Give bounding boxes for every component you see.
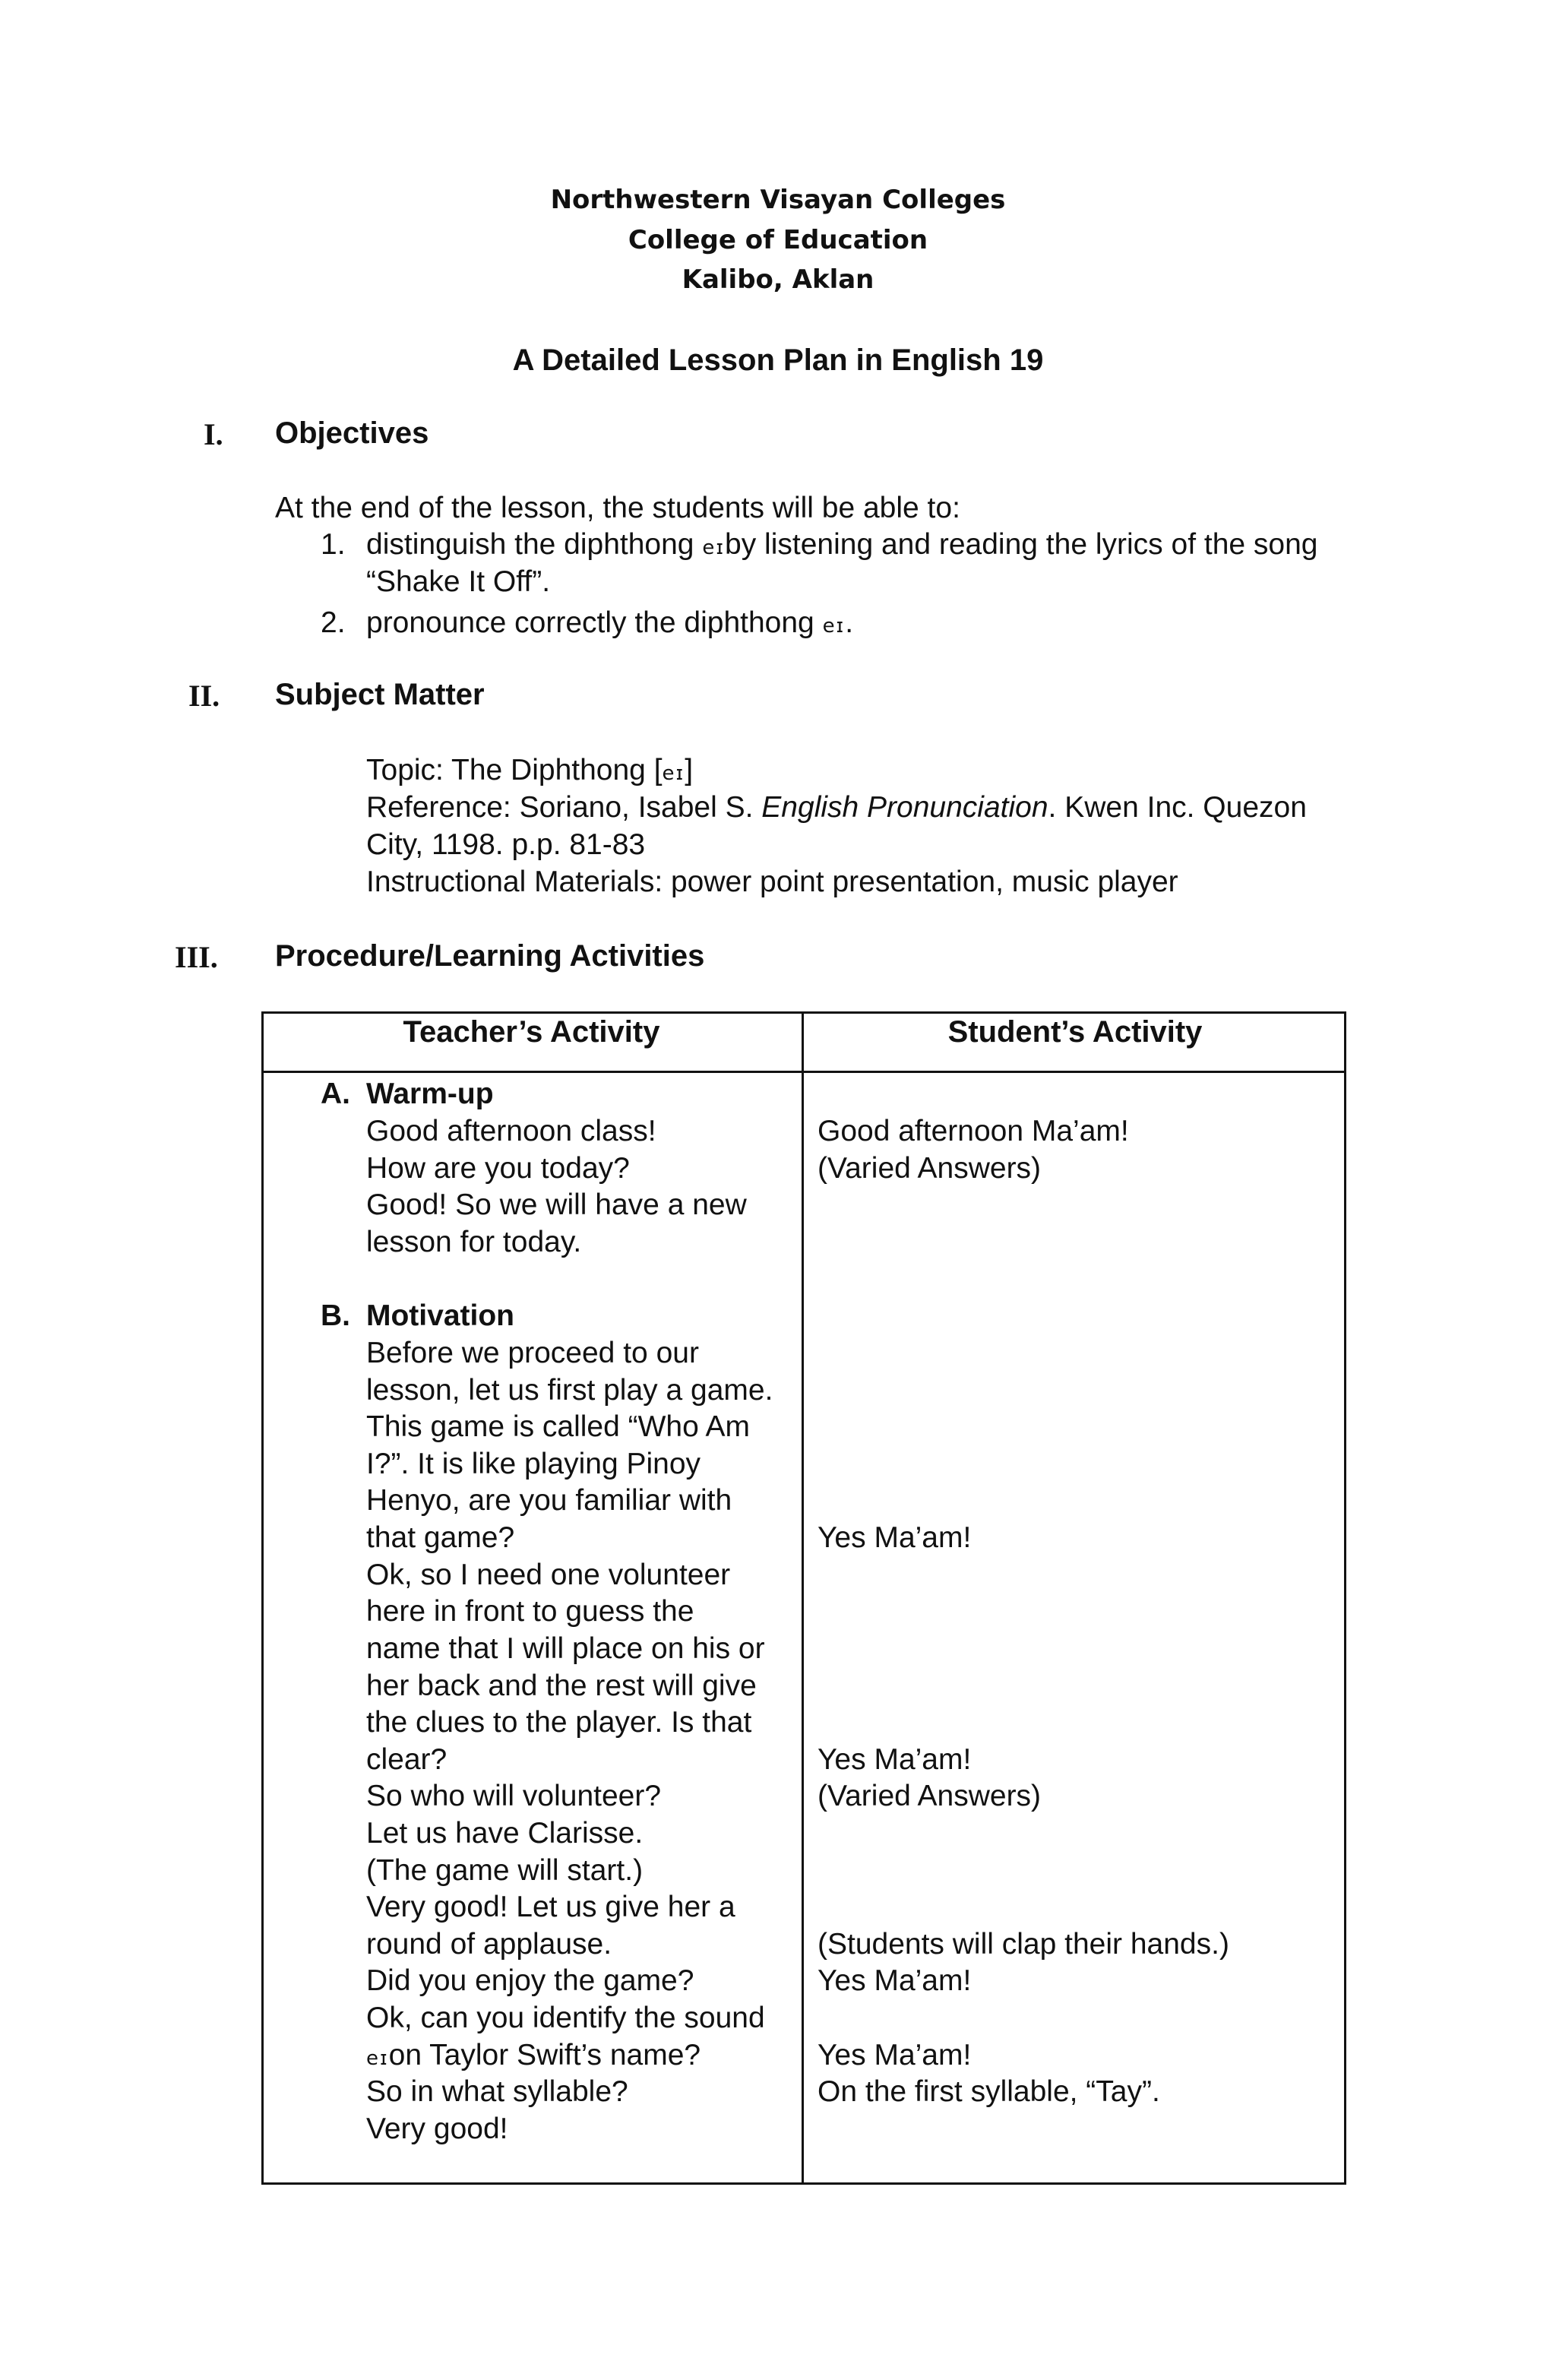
ipa-symbol: eɪ (662, 762, 685, 785)
teacher-line: name that I will place on his or (366, 1632, 765, 1665)
ipa-symbol: eɪ (366, 2047, 389, 2070)
objective-item-continuation: “Shake It Off”. (366, 565, 551, 598)
teacher-line: Ok, so I need one volunteer (366, 1559, 731, 1591)
section-heading-procedure: Procedure/Learning Activities (275, 939, 705, 973)
book-title: English Pronunciation (761, 791, 1048, 824)
table-header-divider (261, 1071, 1346, 1073)
teacher-line: round of applause. (366, 1928, 612, 1961)
teacher-line: Before we proceed to our (366, 1337, 699, 1369)
table-column-divider (802, 1011, 804, 2185)
teacher-line: Henyo, are you familiar with (366, 1484, 732, 1517)
teacher-line: How are you today? (366, 1152, 630, 1185)
teacher-line: eɪon Taylor Swift’s name? (366, 2039, 701, 2071)
objective-item: distinguish the diphthong eɪby listening and reading the lyrics of the song (366, 528, 1318, 561)
teacher-line: Very good! (366, 2113, 508, 2145)
student-line: On the first syllable, “Tay”. (818, 2075, 1160, 2108)
student-line: Good afternoon Ma’am! (818, 1115, 1129, 1147)
section-heading-objectives: Objectives (275, 416, 429, 450)
teacher-line: lesson, let us first play a game. (366, 1374, 773, 1407)
school-name: Northwestern Visayan Colleges (550, 185, 1006, 215)
subject-reference: Reference: Soriano, Isabel S. English Pronunciation. Kwen Inc. Quezon (366, 791, 1307, 824)
warmup-letter: A. (321, 1078, 350, 1110)
objective-number: 1. (321, 528, 346, 561)
teacher-line: Did you enjoy the game? (366, 1964, 694, 1997)
student-line: Yes Ma’am! (818, 2039, 972, 2071)
teacher-line: her back and the rest will give (366, 1669, 757, 1702)
objective-item: pronounce correctly the diphthong eɪ. (366, 606, 854, 639)
teacher-line: here in front to guess the (366, 1595, 694, 1628)
document-title: A Detailed Lesson Plan in English 19 (512, 343, 1044, 377)
subject-materials: Instructional Materials: power point presentation, music player (366, 866, 1178, 898)
teacher-line: clear? (366, 1743, 448, 1776)
teacher-line: (The game will start.) (366, 1854, 644, 1887)
section-numeral-objectives: I. (204, 417, 223, 451)
section-numeral-subject: II. (188, 679, 220, 713)
teacher-line: So who will volunteer? (366, 1780, 662, 1812)
teacher-line: Very good! Let us give her a (366, 1891, 735, 1923)
teacher-line: the clues to the player. Is that (366, 1706, 752, 1739)
student-line: (Students will clap their hands.) (818, 1928, 1229, 1961)
student-line: (Varied Answers) (818, 1152, 1042, 1185)
ipa-symbol: eɪ (822, 615, 846, 638)
teacher-line: Ok, can you identify the sound (366, 2002, 765, 2034)
teacher-line: Good! So we will have a new (366, 1188, 747, 1221)
student-line: Yes Ma’am! (818, 1521, 972, 1554)
objective-number: 2. (321, 606, 346, 639)
teacher-line: lesson for today. (366, 1226, 582, 1258)
teacher-line: that game? (366, 1521, 515, 1554)
section-heading-subject: Subject Matter (275, 678, 485, 711)
motivation-label: Motivation (366, 1299, 514, 1332)
objectives-intro: At the end of the lesson, the students will be able to: (275, 492, 960, 524)
student-line: Yes Ma’am! (818, 1964, 972, 1997)
school-location: Kalibo, Aklan (682, 264, 874, 295)
table-header-teacher: Teacher’s Activity (403, 1015, 660, 1049)
teacher-line: So in what syllable? (366, 2075, 628, 2108)
teacher-line: Good afternoon class! (366, 1115, 656, 1147)
warmup-label: Warm-up (366, 1078, 494, 1110)
teacher-line: I?”. It is like playing Pinoy (366, 1448, 701, 1480)
subject-reference-continuation: City, 1198. p.p. 81-83 (366, 828, 646, 861)
table-header-student: Student’s Activity (947, 1015, 1203, 1049)
teacher-line: This game is called “Who Am (366, 1410, 751, 1443)
college-name: College of Education (628, 225, 928, 255)
ipa-symbol: eɪ (702, 536, 726, 559)
subject-topic: Topic: The Diphthong [eɪ] (366, 754, 694, 786)
student-line: (Varied Answers) (818, 1780, 1042, 1812)
motivation-letter: B. (321, 1299, 350, 1332)
student-line: Yes Ma’am! (818, 1743, 972, 1776)
section-numeral-procedure: III. (175, 940, 218, 974)
teacher-line: Let us have Clarisse. (366, 1817, 644, 1850)
